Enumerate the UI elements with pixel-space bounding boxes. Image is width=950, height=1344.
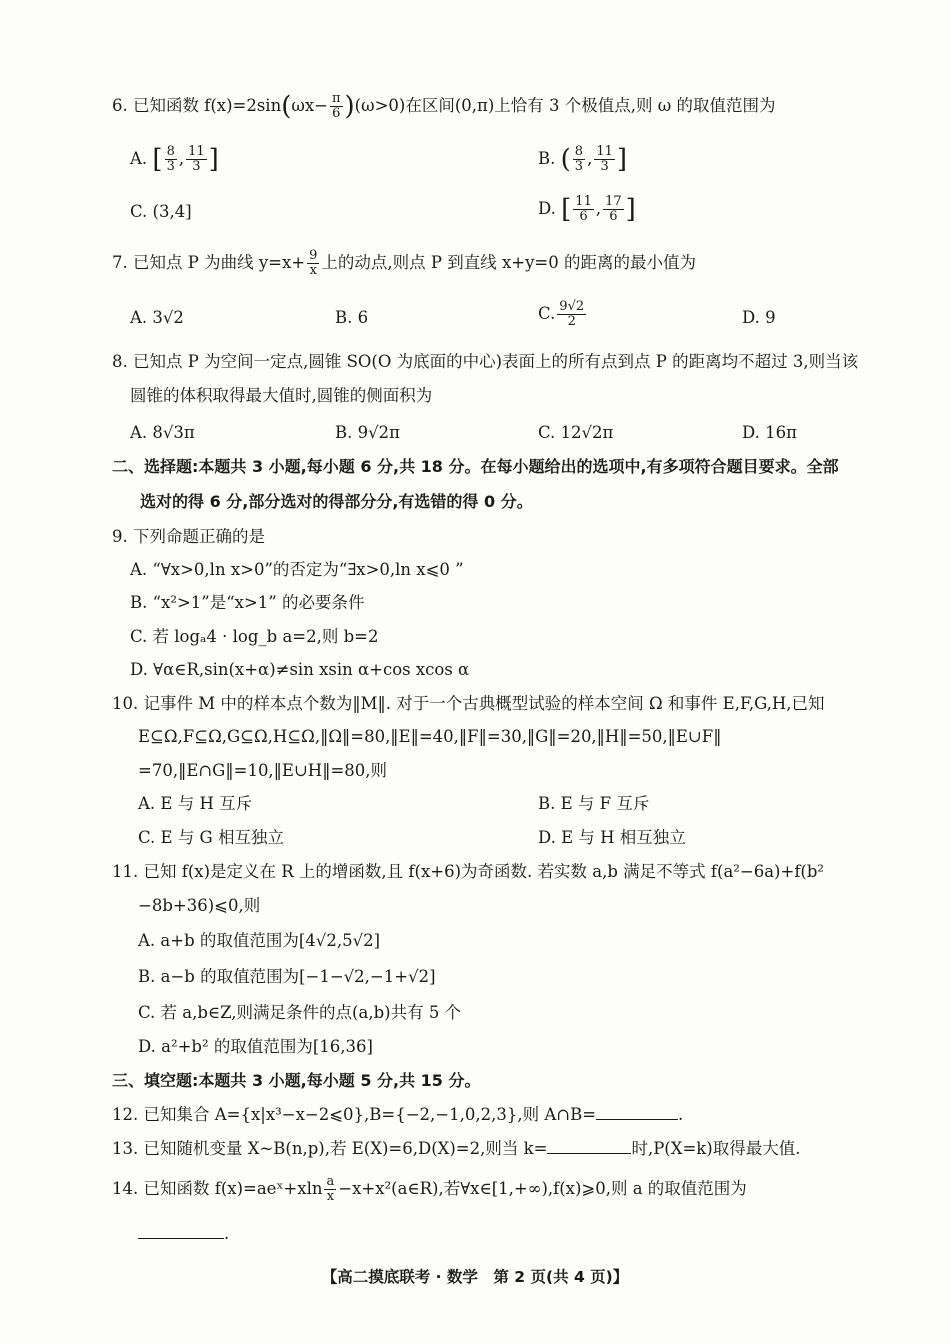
q11-option-d: D. a²+b² 的取值范围为[16,36] xyxy=(138,1037,373,1056)
q7-option-a: A. 3√2 xyxy=(130,308,184,327)
q6-option-d: D. [ $\frac{11}{6}$ , $\frac{17}{6}$ ] xyxy=(538,194,636,225)
page-footer: 【高二摸底联考 · 数学 第 2 页(共 4 页)】 xyxy=(321,1268,629,1286)
q11-option-c: C. 若 a,b∈Z,则满足条件的点(a,b)共有 5 个 xyxy=(138,1003,462,1022)
q6-stem: 6. 已知函数 f(x)=2sin(ωx− $\frac{\pi}{6}$ )(ω>0)在区间(0,π)上恰有 3 个极值点,则 ω 的取值范围为 xyxy=(112,91,776,122)
q10-stem-line2: E⊆Ω,F⊆Ω,G⊆Ω,H⊆Ω,‖Ω‖=80,‖E‖=40,‖F‖=30,‖G‖=20,‖H‖=50,‖E∪F‖ xyxy=(138,727,722,746)
q11-stem-line1: 11. 已知 f(x)是定义在 R 上的增函数,且 f(x+6)为奇函数. 若实数 a,b 满足不等式 f(a²−6a)+f(b² xyxy=(112,862,825,881)
q11-option-a: A. a+b 的取值范围为[4√2,5√2] xyxy=(138,931,381,950)
q8-option-a: A. 8√3π xyxy=(130,423,195,442)
section3-heading: 三、填空题:本题共 3 小题,每小题 5 分,共 15 分。 xyxy=(112,1071,481,1090)
q10-option-d: D. E 与 H 相互独立 xyxy=(538,828,686,847)
q12-answer-blank[interactable] xyxy=(596,1105,678,1120)
q8-stem-line2: 圆锥的体积取得最大值时,圆锥的侧面积为 xyxy=(130,386,433,405)
q12-stem: 12. 已知集合 A={x|x³−x−2⩽0},B={−2,−1,0,2,3},则 A∩B= . xyxy=(112,1105,684,1124)
q11-option-b: B. a−b 的取值范围为[−1−√2,−1+√2] xyxy=(138,967,436,986)
q8-stem-line1: 8. 已知点 P 为空间一定点,圆锥 SO(O 为底面的中心)表面上的所有点到点 P 的距离均不超过 3,则当该 xyxy=(112,352,859,371)
q7-option-d: D. 9 xyxy=(742,308,776,327)
q10-stem-line3: =70,‖E∩G‖=10,‖E∪H‖=80,则 xyxy=(138,761,388,780)
q13-answer-blank[interactable] xyxy=(547,1139,631,1154)
q7-stem: 7. 已知点 P 为曲线 y=x+ $\frac{9}{x}$ 上的动点,则点 P 到直线 x+y=0 的距离的最小值为 xyxy=(112,248,696,278)
q9-stem: 9. 下列命题正确的是 xyxy=(112,527,265,546)
q7-option-c: C. $\frac{9√2}{2}$ xyxy=(538,299,585,329)
q14-stem: 14. 已知函数 f(x)=aeˣ+xln $\frac{a}{x}$ −x+x²(a∈R),若∀x∈[1,+∞),f(x)⩾0,则 a 的取值范围为 xyxy=(112,1174,747,1204)
q8-option-b: B. 9√2π xyxy=(335,423,400,442)
q8-option-d: D. 16π xyxy=(742,423,797,442)
q8-option-c: C. 12√2π xyxy=(538,423,614,442)
q11-stem-line2: −8b+36)⩽0,则 xyxy=(138,896,261,915)
q13-stem: 13. 已知随机变量 X~B(n,p),若 E(X)=6,D(X)=2,则当 k= 时,P(X=k)取得最大值. xyxy=(112,1139,801,1158)
q14-answer-blank[interactable] xyxy=(138,1224,224,1239)
q10-option-c: C. E 与 G 相互独立 xyxy=(138,828,284,847)
section2-heading-line2: 选对的得 6 分,部分选对的得部分分,有选错的得 0 分。 xyxy=(140,492,533,511)
q6-option-a: A. [ $\frac{8}{3}$ , $\frac{11}{3}$ ] xyxy=(130,144,219,175)
q10-stem-line1: 10. 记事件 M 中的样本点个数为‖M‖. 对于一个古典概型试验的样本空间 Ω 和事件 E,F,G,H,已知 xyxy=(112,694,825,713)
section2-heading-line1: 二、选择题:本题共 3 小题,每小题 6 分,共 18 分。在每小题给出的选项中,有多项符合题目要求。全部 xyxy=(112,457,839,476)
q9-option-b: B. “x²>1”是“x>1” 的必要条件 xyxy=(130,593,365,612)
q9-option-c: C. 若 logₐ4 · log_b a=2,则 b=2 xyxy=(130,627,379,646)
q6-option-c: C. (3,4] xyxy=(130,202,192,221)
q9-option-d: D. ∀α∈R,sin(x+α)≠sin xsin α+cos xcos α xyxy=(130,660,470,679)
q14-answer-line: . xyxy=(138,1222,229,1246)
q6-option-b: B. ( $\frac{8}{3}$ , $\frac{11}{3}$ ] xyxy=(538,144,628,175)
q7-option-b: B. 6 xyxy=(335,308,369,327)
q10-option-b: B. E 与 F 互斥 xyxy=(538,794,650,813)
q9-option-a: A. “∀x>0,ln x>0”的否定为“∃x>0,ln x⩽0 ” xyxy=(130,560,464,579)
q10-option-a: A. E 与 H 互斥 xyxy=(138,794,253,813)
